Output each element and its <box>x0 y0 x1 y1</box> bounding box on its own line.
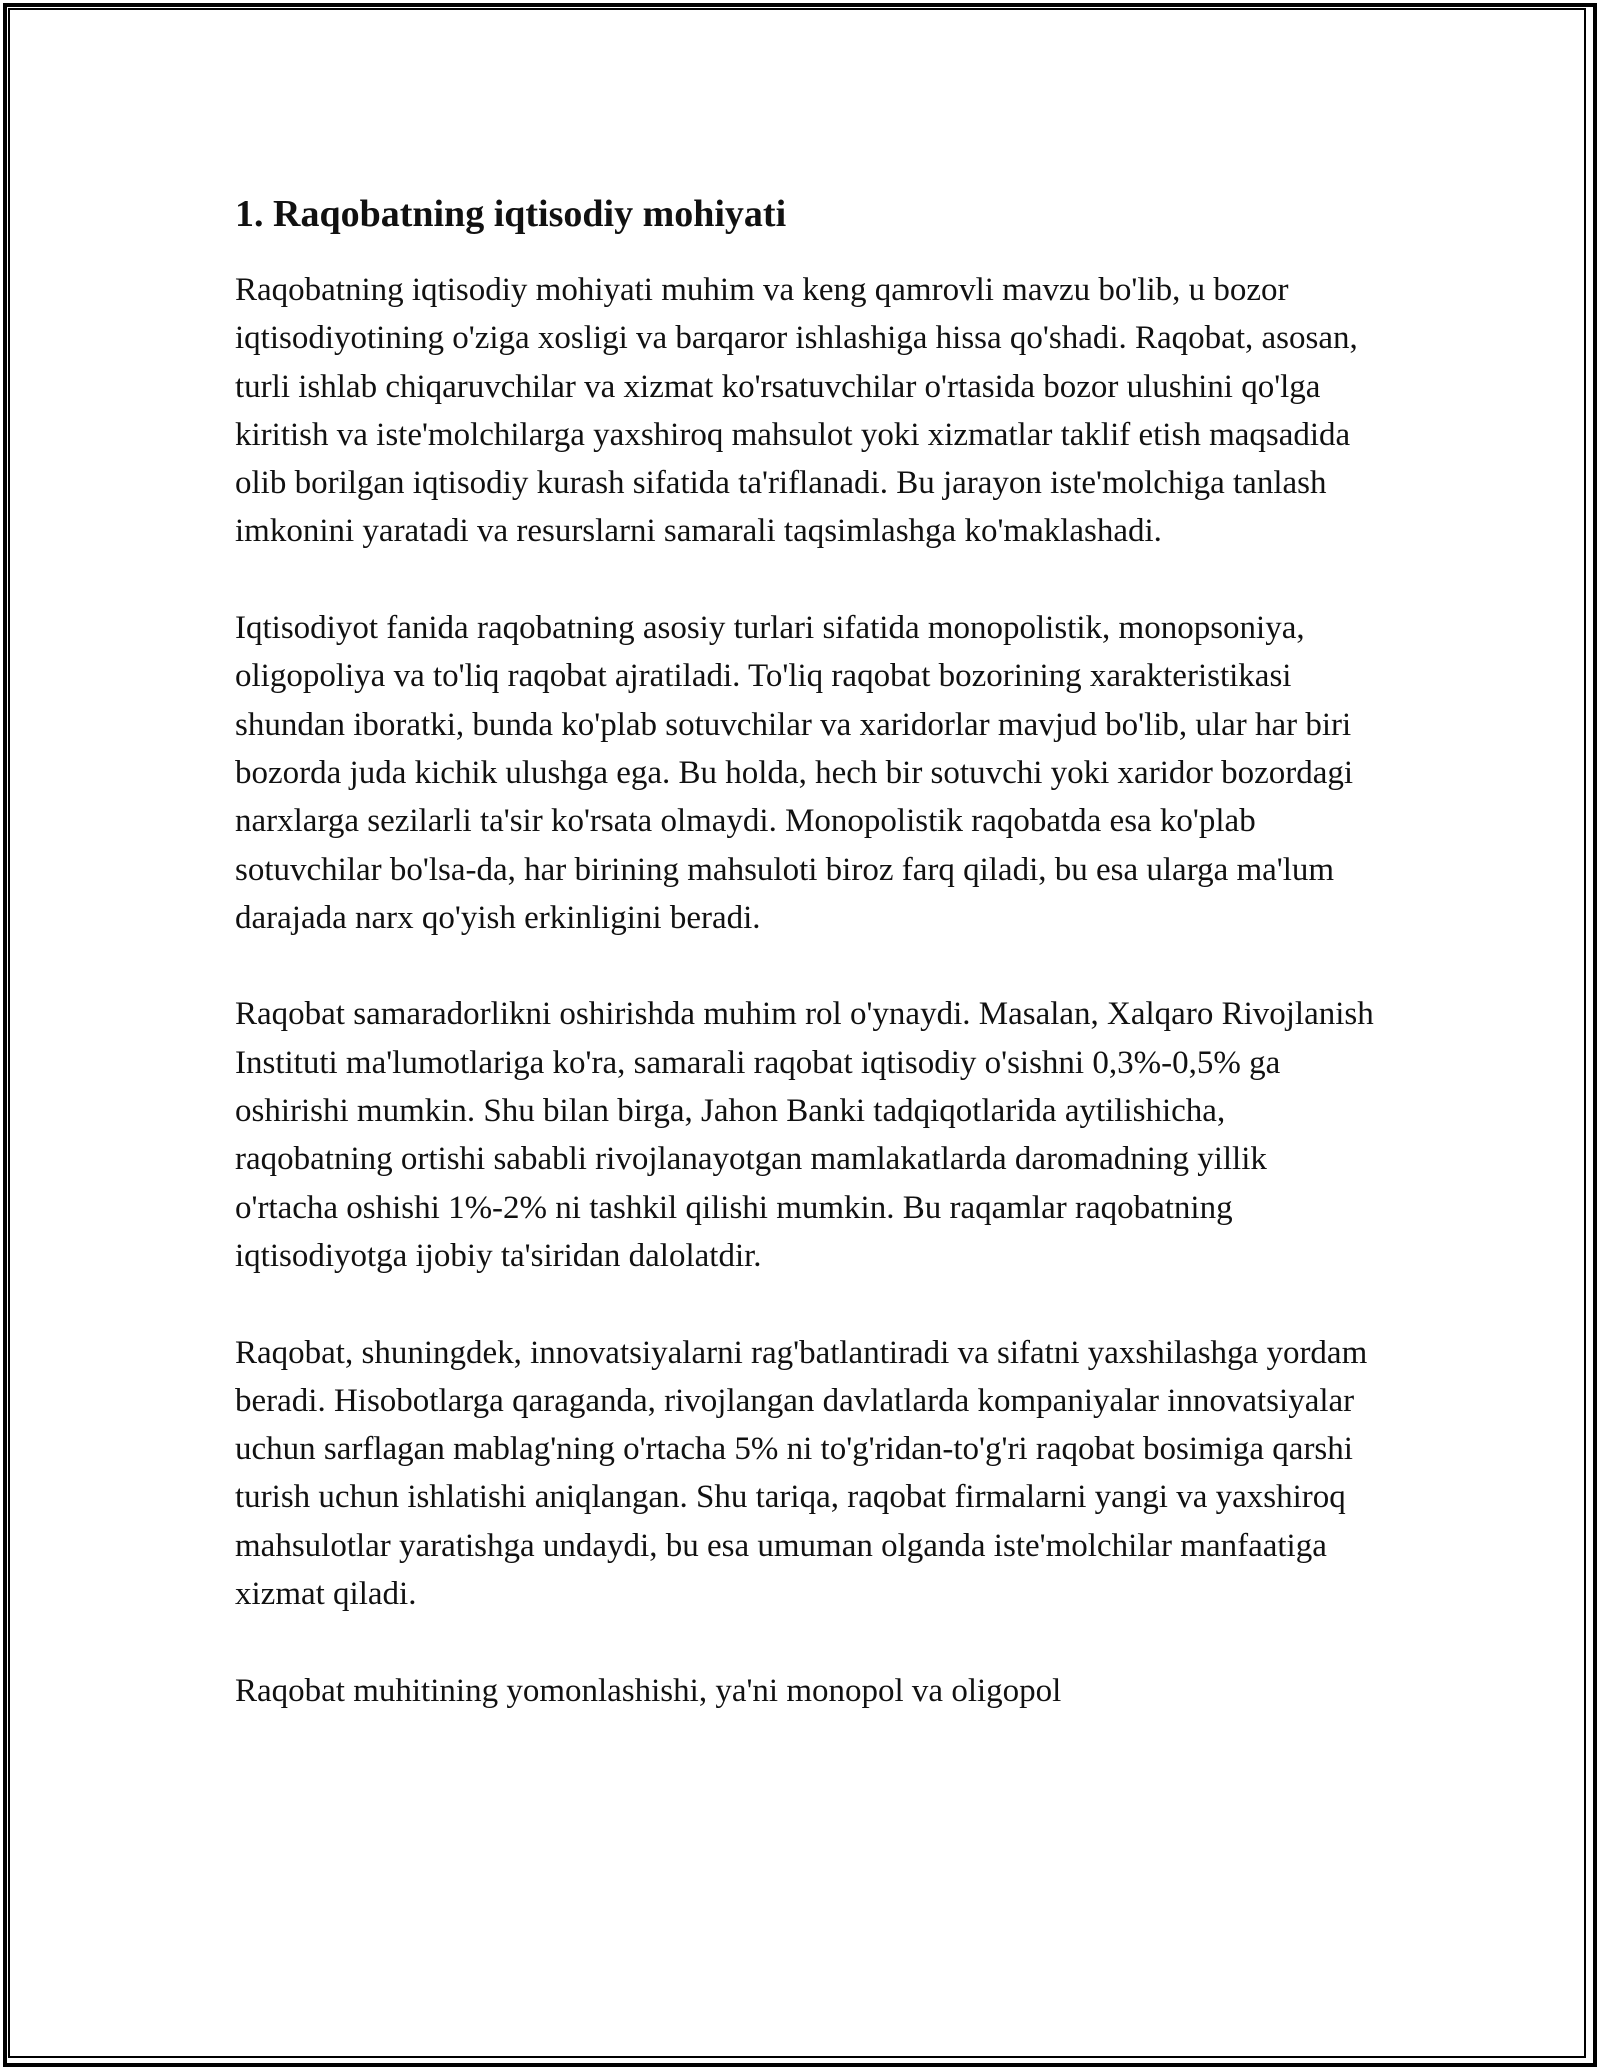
paragraph-2: Iqtisodiyot fanida raqobatning asosiy turlari sifatida monopolistik, monopsoniya, oligopoliya va to'liq raqobat ajratiladi. To'liq raqobat bozorining xarakteristikasi shundan iboratki, bunda ko'plab sotuvchilar va xaridorlar mavjud bo'lib, ular har biri bozorda juda kichik ulushga ega. Bu holda, hech bir sotuvchi yoki xaridor bozordagi narxlarga sezilarli ta'sir ko'rsata olmaydi. Monopolistik raqobatda esa ko'plab sotuvchilar bo'lsa-da, har birining mahsuloti biroz farq qiladi, bu esa ularga ma'lum darajada narx qo'yish erkinligini beradi. <box>235 610 1354 936</box>
paragraph-5: Raqobat muhitining yomonlashishi, ya'ni monopol va oligopol <box>235 1672 1062 1709</box>
document-body <box>235 186 1375 1763</box>
section-heading: 1. Raqobatning iqtisodiy mohiyati <box>235 193 787 235</box>
paragraph-4: Raqobat, shuningdek, innovatsiyalarni rag'batlantiradi va sifatni yaxshilashga yordam beradi. Hisobotlarga qaraganda, rivojlangan davlatlarda kompaniyalar innovatsiyalar uchun sarflagan mablag'ning o'rtacha 5% ni to'g'ridan-to'g'ri raqobat bosimiga qarshi turish uchun ishlatishi aniqlangan. Shu tariqa, raqobat firmalarni yangi va yaxshiroq mahsulotlar yaratishga undaydi, bu esa umuman olganda iste'molchilar manfaatiga xizmat qiladi. <box>235 1334 1368 1613</box>
paragraph-3: Raqobat samaradorlikni oshirishda muhim rol o'ynaydi. Masalan, Xalqaro Rivojlanish Instituti ma'lumotlariga ko'ra, samarali raqobat iqtisodiy o'sishni 0,3%-0,5% ga oshirishi mumkin. Shu bilan birga, Jahon Banki tadqiqotlarida aytilishicha, raqobatning ortishi sababli rivojlanayotgan mamlakatlarda daromadning yillik o'rtacha oshishi 1%-2% ni tashkil qilishi mumkin. Bu raqamlar raqobatning iqtisodiyotga ijobiy ta'siridan dalolatdir. <box>235 996 1374 1274</box>
paragraph-1: Raqobatning iqtisodiy mohiyati muhim va keng qamrovli mavzu bo'lib, u bozor iqtisodiyotining o'ziga xosligi va barqaror ishlashiga hissa qo'shadi. Raqobat, asosan, turli ishlab chiqaruvchilar va xizmat ko'rsatuvchilar o'rtasida bozor ulushini qo'lga kiritish va iste'molchilarga yaxshiroq mahsulot yoki xizmatlar taklif etish maqsadida olib borilgan iqtisodiy kurash sifatida ta'riflanadi. Bu jarayon iste'molchiga tanlash imkonini yaratadi va resurslarni samarali taqsimlashga ko'maklashadi. <box>235 272 1358 550</box>
